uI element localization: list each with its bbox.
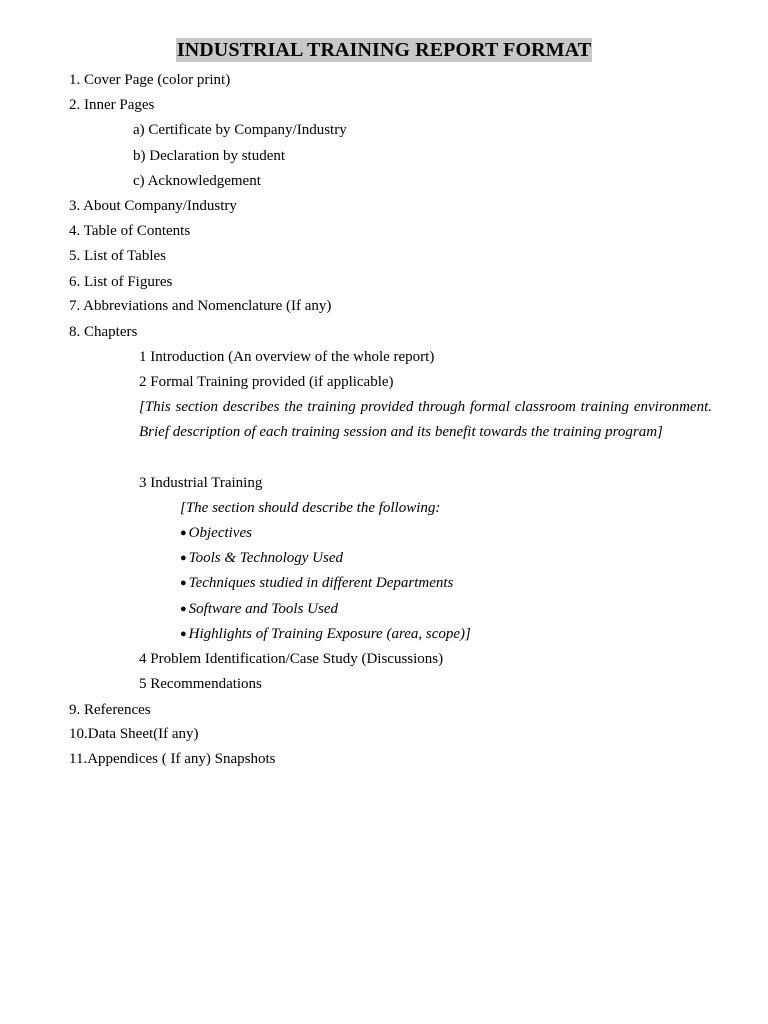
list-item-chapters: 8. Chapters	[69, 324, 138, 340]
sub-item-declaration: b) Declaration by student	[133, 148, 286, 164]
chapter-problem-identification: 4 Problem Identification/Case Study (Discussions)	[139, 651, 444, 667]
bullet-text: Highlights of Training Exposure (area, scope)]	[188, 626, 471, 642]
industrial-training-intro: [The section should describe the following:	[180, 500, 441, 516]
list-item-inner-pages: 2. Inner Pages	[69, 97, 155, 113]
formal-training-description: [This section describes the training provided through formal classroom training environment. Brief description of each training session and its benefit towards the training program]	[139, 399, 712, 441]
sub-item-acknowledgement: c) Acknowledgement	[133, 173, 261, 189]
list-item-table-of-contents: 4. Table of Contents	[69, 223, 191, 239]
list-item-appendices: 11.Appendices ( If any) Snapshots	[69, 751, 276, 767]
list-item-list-of-tables: 5. List of Tables	[69, 248, 166, 264]
list-item-data-sheet: 10.Data Sheet(If any)	[69, 726, 199, 742]
bullet-text: Software and Tools Used	[188, 601, 338, 617]
list-item-references: 9. References	[69, 702, 151, 718]
bullet-icon: ●	[180, 527, 187, 539]
bullet-icon: ●	[180, 603, 187, 615]
bullet-text: Techniques studied in different Departments	[188, 575, 454, 591]
chapter-introduction: 1 Introduction (An overview of the whole report)	[139, 349, 435, 365]
page-title: INDUSTRIAL TRAINING REPORT FORMAT	[176, 39, 592, 61]
bullet-text: Tools & Technology Used	[188, 550, 343, 566]
bullet-icon: ●	[180, 552, 187, 564]
chapter-industrial-training: 3 Industrial Training	[139, 475, 263, 491]
list-item-about-company: 3. About Company/Industry	[69, 198, 237, 214]
chapter-recommendations: 5 Recommendations	[139, 676, 262, 692]
bullet-item	[180, 548, 343, 569]
list-item-list-of-figures: 6. List of Figures	[69, 274, 173, 290]
bullet-item	[180, 573, 453, 594]
bullet-item	[180, 523, 252, 544]
bullet-item	[180, 599, 338, 620]
bullet-icon: ●	[180, 577, 187, 589]
chapter-formal-training: 2 Formal Training provided (if applicable)	[139, 374, 394, 390]
bullet-icon: ●	[180, 628, 187, 640]
title-container	[0, 38, 768, 62]
bullet-text: Objectives	[188, 525, 252, 541]
list-item-cover-page: 1. Cover Page (color print)	[69, 72, 231, 88]
list-item-abbreviations: 7. Abbreviations and Nomenclature (If any)	[69, 298, 332, 314]
bullet-item	[180, 624, 471, 645]
sub-item-certificate: a) Certificate by Company/Industry	[133, 122, 347, 138]
